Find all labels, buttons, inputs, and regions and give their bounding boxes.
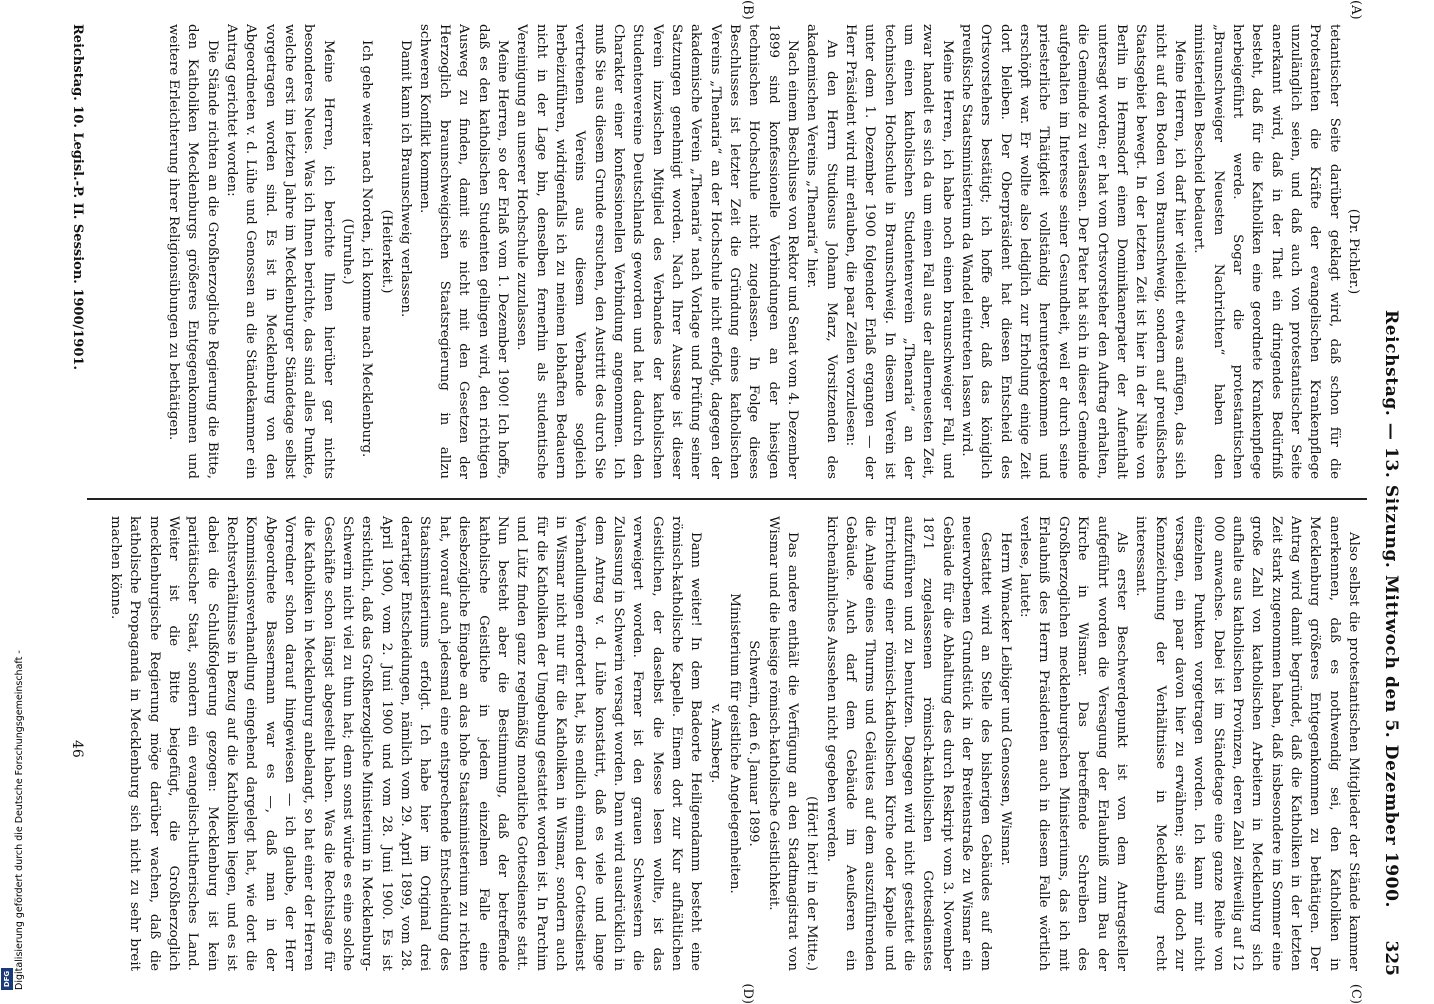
quoted-decree: Gestattet wird an Stelle des bisherigen Gebäudes auf dem neuerworbenen Grundstück in der Breitenstraße zu Wismar ein Gebäude für die Abhaltung des durch Reskript vom 3. November 1871 zugelassenen römisch-katholischen Gottesdienstes aufzuführen und zu benutzen. Dagegen wird nicht gestattet die Errichtung einer römisch-katholischen Kirche oder Kapelle und die Anlage eines Thurms und Geläutes auf dem auszuführenden Gebäude. Auch darf dem Gebäude im Aeußeren ein kirchenähnliches Aussehen nicht gegeben werden. <box>823 516 994 971</box>
paragraph: tetantischer Seite darüber geklagt wird, daß schon für die Protestanten die Kräfte der evangelischen Krankenpflege unzulänglich seien, und daß auch von protestantischer Seite anerkannt wird, daß in der That ein dringendes Bedürfniß besteht, daß für die Katholiken eine geordnete Krankenpflege herbeigeführt werde. Sogar die protestantischen „Braunschweiger Neuesten Nachrichten“ haben den ministeriellen Bescheid bedauert. <box>1191 24 1342 479</box>
column-divider <box>87 498 1367 500</box>
right-column <box>93 516 1363 971</box>
footer-sheet-number: 46 <box>69 740 85 758</box>
margin-marker-a: (A) <box>1348 0 1363 20</box>
paragraph: Als erster Beschwerdepunkt ist von dem Antragsteller aufgeführt worden die Versagung der Erlaubniß zum Bau der Kirche in Wismar. Das betreffende Schreiben des Großherzoglichen mecklenburgischen Ministeriums, das ich mit Erlaubniß des Herrn Präsidenten auch in diesem Falle wörtlich verlese, lautet: <box>1017 516 1129 971</box>
footer-session-info: Reichstag. 10. Legisl.-P. II. Session. 1900/1901. <box>70 24 85 370</box>
paragraph: Meine Herren, ich darf hier vielleicht etwas anfügen, das sich nicht auf den Boden von Braunschweig, sondern auf preußisches Staatsgebiet bewegt. In der letzten Zeit ist hier in der Nähe von Berlin in Hermsdorf einem Dominikanerpater der Aufenthalt untersagt worden; er hat vom Ortsvorsteher den Auftrag erhalten, die Gemeinde zu verlassen. Der Pater hat sich in dieser Gemeinde aufgehalten im Interesse seiner Gesundheit, weil er durch seine priesterliche Thätigkeit vollständig heruntergekommen und erschöpft war. Er wollte also lediglich zur Erholung einige Zeit dort bleiben. Der Oberpräsident hat diesen Entscheid des Ortsvorstehers bestätigt; ich hoffe aber, daß das königlich preußische Staatsministerium da Wandel eintreten lassen wird. <box>959 24 1187 479</box>
dfg-logo-text: DFG <box>3 970 11 988</box>
credit-text: Digitalisierung gefördert durch die Deutsche Forschungsgemeinschaft - <box>14 650 25 990</box>
left-column <box>93 24 1363 479</box>
paragraph: Meine Herren, ich berichte Ihnen hierüber gar nichts besonderes Neues. Was ich Ihnen berichte, das sind alles Punkte, welche erst im letzten Jahre im Mecklenburger Ständetage selbst vorgetragen worden sind. Es ist in Mecklenburg von den Abgeordneten v. d. Lühe und Genossen an die Ständekammer ein Antrag gerichtet worden: <box>224 24 336 479</box>
rotated-page-scan <box>15 0 1415 1004</box>
dfg-logo-icon <box>1 968 13 990</box>
page-header-title: Reichstag. — 13. Sitzung. Mittwoch den 5. Dezember 1900. <box>1381 310 1401 909</box>
paragraph: Damit kann ich Braunschweig verlassen. <box>398 40 414 318</box>
margin-marker-d: (D) <box>740 983 755 1004</box>
page-number: 325 <box>1381 940 1401 976</box>
signature-place-date: Schwerin, den 6. Januar 1899. <box>746 640 762 847</box>
document-sheet <box>15 0 1415 1004</box>
paragraph: Dann weiter! In dem Badeorte Heiligendamm besteht eine römisch-katholische Kapelle. Einem dort zur Kur aufhältlichen Geistlichen, der daselbst die Messe lesen wollte, ist das verweigert worden. Ferner ist den grauen Schwestern die Zulassung in Schwerin versagt worden. Dann wird ausdrücklich in dem Antrag v. d. Lühe konstatirt, daß es viele und lange Verhandlungen erfordert hat, bis endlich einmal der Gottesdienst in Wismar nicht nur für die Katholiken in Wismar, sondern auch für die Katholiken der Umgebung gestattet worden ist. In Parchim und Lütz finden ganz regelmäßig monatliche Gottesdienste statt. Nun besteht aber die Bestimmung, daß der betreffende katholische Geistliche in jedem einzelnen Falle eine diesbezügliche Eingabe an das hohe Staatsministerium zu richten hat, worauf auch jedesmal eine entsprechende Entscheidung des Staatsministeriums erfolgt. Ich habe hier im Original drei derartiger Entscheidungen, nämlich vom 29. April 1899, vom 28. April 1900, vom 2. Juni 1900 und vom 28. Juni 1900. Es ist ersichtlich, daß das Großherzogliche Ministerium in Mecklenburg-Schwerin nicht viel zu thun hat; denn sonst würde es eine solche Geschäfte schon längst abgestellt haben. Was die Rechtslage für die Katholiken in Mecklenburg anbelangt, so hat einer der Herren Vorredner schon darauf hingewiesen — ich glaube, der Herr Abgeordnete Bassermann war es —, daß man in der Kommissionsverhandlung eingehend dargelegt hat, wie dort die Rechtsverhältnisse in Bezug auf die Katholiken liegen, und es ist dabei die Schlußfolgerung gezogen: Mecklenburg ist kein paritätischer Staat, sondern ein evangelisch-lutherisches Land. Weiter ist die Bitte beigefügt, die Großherzoglich mecklenburgische Regierung möge darüber wachen, daß die katholische Propaganda in Mecklenburg sich nicht zu sehr breit machen könne. <box>108 516 704 971</box>
paragraph: Das andere enthält die Verfügung an den Stadtmagistrat von Wismar und die hiesige römisch-katholische Geistlichkeit. <box>765 516 801 971</box>
paragraph: Meine Herren, so der Erlaß vom 1. Dezember 1900! Ich hoffe, daß es den katholischen Studenten gelingen wird, den richtigen Ausweg zu finden, damit sie nicht mit den Gesetzen der Herzoglich braunschweigischen Staatsregierung in allzu schweren Konflikt kommen. <box>417 24 510 479</box>
interjection: (Hört! hört! in der Mitte.) <box>804 796 820 971</box>
quoted-decree: Nach einem Beschlusse von Rektor und Senat vom 4. Dezember 1899 sind konfessionelle Verbindungen an der hiesigen technischen Hochschule nicht zugelassen. In Folge dieses Beschlusses ist letzter Zeit die Gründung eines katholischen Vereins „Thenaria“ an der Hochschule nicht erfolgt, dagegen der akademische Verein „Thenaria“ nach Vorlage und Prüfung seiner Satzungen genehmigt worden. Nach Ihrer Aussage ist dieser Verein inzwischen Mitglied des Verbandes der katholischen Studentenvereine Deutschlands geworden und hat dadurch den Charakter einer konfessionellen Verbindung angenommen. Ich muß Sie aus diesem Grunde ersuchen, den Austritt des durch Sie vertretenen Vereins aus diesem Verbande sogleich herbeizuführen, widrigenfalls ich zu meinem lebhaften Bedauern nicht in der Lage bin, denselben fernerhin als studentische Vereinigung an unserer Hochschule zuzulassen. <box>514 24 801 479</box>
quoted-address: Herrn Wmacker Leibiger und Genossen, Wismar. <box>997 532 1013 866</box>
quoted-motion: Die Stände richten an die Großherzogliche Regierung die Bitte, den Katholiken Mecklenburgs größeres Entgegenkommen und weitere Erleichterung ihrer Religionsübungen zu bethätigen. <box>166 24 220 479</box>
margin-marker-c: (C) <box>1348 983 1363 1004</box>
paragraph: Ich gehe weiter nach Norden, ich komme nach Mecklenburg. <box>359 40 375 458</box>
interjection: (Unruhe.) <box>340 218 356 285</box>
digitization-credit <box>0 600 25 990</box>
margin-marker-b: (B) <box>740 0 755 20</box>
signature-name: v. Amsberg. <box>707 703 723 784</box>
interjection: (Heiterkeit.) <box>378 209 394 294</box>
signature-ministry: Ministerium für geistliche Angelegenheiten. <box>727 593 742 894</box>
quoted-address: An den Herrn Studiosus Johann Marz, Vorsitzenden des akademischen Vereins „Thenaria“ hier. <box>804 24 839 479</box>
paragraph: Meine Herren, ich habe noch einen braunschweiger Fall, und zwar handelt es sich da um einen Fall aus der allerneuesten Zeit, um einen katholischen Studentenverein „Thenaria“ an der technischen Hochschule in Braunschweig. In diesem Verein ist unter dem 1. Dezember 1900 folgender Erlaß ergangen — der Herr Präsident wird mir erlauben, die paar Zeilen vorzulesen: <box>843 24 955 479</box>
speaker-label: (Dr. Pichler.) <box>1346 208 1361 295</box>
paragraph: Also selbst die protestantischen Mitglieder der Stände kammer anerkennen, daß es nothwendig sei, den Katholiken in Mecklenburg größeres Entgegenkommen zu bethätigen. Der Antrag wird damit begründet, daß die Katholiken in der letzten Zeit stark zugenommen haben, daß insbesondere im Sommer eine große Zahl von katholischen Arbeitern in Mecklenburg sich aufhalte aus katholischen Provinzen, deren Zahl zeitweilig auf 12 000 anwachse. Dabei ist im Ständetage eine ganze Reihe von einzelnen Punkten vorgetragen worden. Ich kann mir nicht versagen, ein paar davon hier zu erwähnen; sie sind doch zur Kennzeichnung der Verhältnisse in Mecklenburg recht interessant. <box>1133 516 1361 971</box>
